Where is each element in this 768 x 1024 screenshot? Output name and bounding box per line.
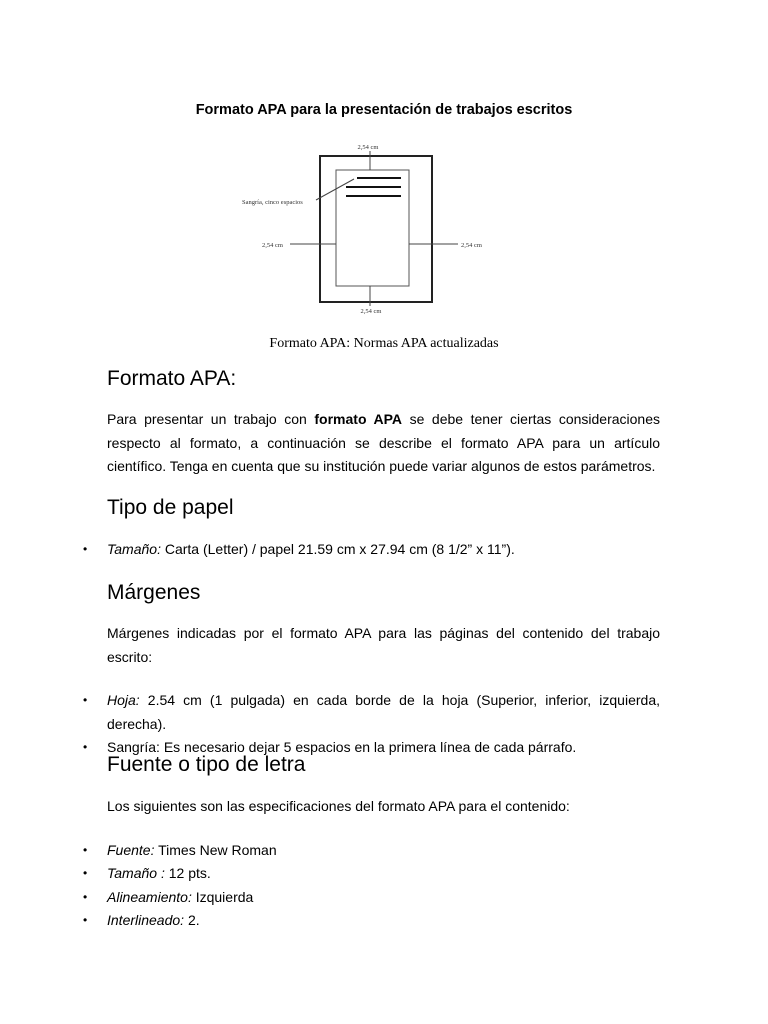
paragraph-text: se debe tener ciertas consideraciones respecto al formato, a continuación se describe el formato APA para un artículo científico. Tenga en cuenta que su institución puede variar algunos de estos parámetros. [107,411,661,474]
list-item-text: Sangría: Es necesario dejar 5 espacios en la primera línea de cada párrafo. [107,739,577,755]
apa-margin-diagram [230,138,540,324]
section-heading-tipo-de-papel: Tipo de papel [107,496,234,519]
margin-diagram-svg [230,138,540,324]
fuente-intro: Los siguientes son las especificaciones del formato APA para el contenido: [107,798,570,814]
list-item-text: 2. [184,912,200,928]
document-title: Formato APA para la presentación de trabajos escritos [195,102,573,118]
list-item-text: Carta (Letter) / papel 21.59 cm x 27.94 cm (8 1/2” x 11”). [160,541,515,557]
top-margin-label: 2,54 cm [357,144,379,151]
indent-label: Sangría, cinco espacios [242,199,303,206]
right-margin-label: 2,54 cm [461,242,482,249]
section-fuente [107,752,660,933]
list-item-text: Times New Roman [154,841,277,858]
list-item [107,839,660,863]
list-item-label: Alineamiento: [107,888,192,905]
list-item [107,862,660,886]
list-item-text: 2.54 cm (1 pulgada) en cada borde de la hoja (Superior, inferior, izquierda, derecha). [107,692,660,732]
section-margenes [107,580,660,760]
formato-apa-paragraph [107,408,660,479]
font-list [107,839,660,933]
list-item [107,909,660,933]
bottom-margin-label: 2,54 cm [360,308,382,315]
list-item-label: Tamaño: [107,541,161,557]
margenes-intro: Márgenes indicadas por el formato APA para las páginas del contenido del trabajo escrito: [107,625,660,665]
margins-list [107,689,660,760]
paragraph-text: Para presentar un trabajo con [107,411,315,427]
list-item-text: Izquierda [191,888,254,905]
list-item-label: Interlineado: [107,912,185,928]
figure-caption: Formato APA: Normas APA actualizadas [269,336,499,351]
list-item-label: Fuente: [107,841,155,858]
section-tipo-de-papel [107,495,660,562]
list-item-text: 12 pts. [164,865,211,881]
paragraph-bold-text: formato APA [314,411,403,427]
list-item [107,886,660,910]
list-item [107,538,660,562]
paper-list [107,538,660,562]
section-heading-margenes: Márgenes [107,581,201,604]
section-heading-formato-apa: Formato APA: [107,367,237,390]
left-margin-label: 2,54 cm [262,242,283,249]
section-formato-apa [107,366,660,479]
list-item [107,689,660,736]
list-item-label: Hoja: [107,692,140,708]
section-heading-fuente: Fuente o tipo de letra [107,753,306,776]
list-item-label: Tamaño : [107,865,165,881]
